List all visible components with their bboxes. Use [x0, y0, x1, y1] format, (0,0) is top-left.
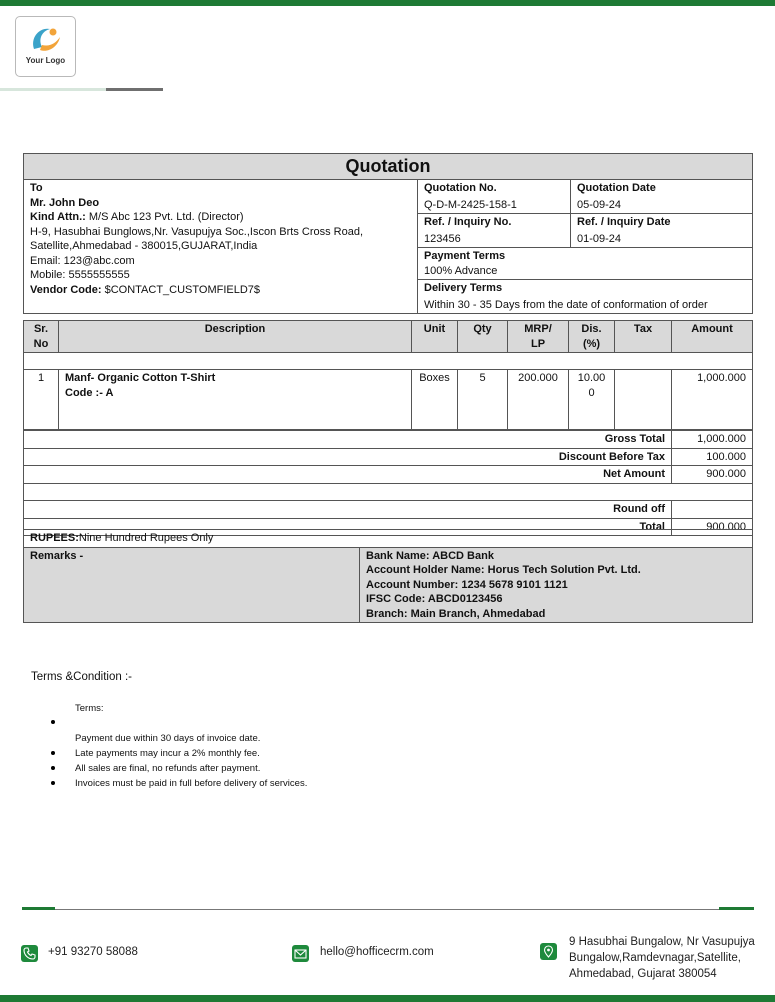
gross-total-label: Gross Total [24, 431, 672, 449]
bottom-accent-bar [0, 995, 775, 1002]
payment-terms [418, 248, 753, 280]
gross-total-row [24, 431, 753, 449]
col-tax: Tax [615, 321, 672, 353]
round-off-label: Round off [24, 501, 672, 519]
item-unit: Boxes [412, 370, 458, 430]
totals-table [23, 430, 753, 536]
terms-subtitle: Terms: [75, 703, 104, 714]
quotation-no: Q-D-M-2425-158-1 [418, 197, 571, 214]
address-line-1: H-9, Hasubhai Bunglows,Nr. Vasupujya Soc.,Iscon Brts Cross Road, [30, 225, 364, 238]
col-description: Description [59, 321, 412, 353]
item-sr: 1 [24, 370, 59, 430]
item-name: Manf- Organic Cotton T-Shirt [65, 372, 216, 384]
account-number: Account Number: 1234 5678 9101 1121 [366, 578, 568, 591]
gross-total: 1,000.000 [672, 431, 753, 449]
delivery-terms-label: Delivery Terms [424, 282, 503, 294]
payment-terms-value: 100% Advance [424, 264, 498, 277]
footer-email[interactable]: hello@hofficecrm.com [320, 946, 434, 958]
spacer-row [24, 483, 753, 501]
grand-total-label: Total [24, 518, 672, 536]
ref-date: 01-09-24 [571, 231, 753, 248]
payment-terms-label: Payment Terms [424, 250, 506, 262]
round-off [672, 501, 753, 519]
ref-no-label: Ref. / Inquiry No. [418, 214, 571, 231]
ref-no: 123456 [418, 231, 571, 248]
top-accent-bar [0, 0, 775, 6]
header-divider-dark [106, 88, 163, 91]
item-qty: 5 [458, 370, 508, 430]
branch: Branch: Main Branch, Ahmedabad [366, 607, 546, 620]
email-icon [292, 945, 309, 962]
list-item: Payment due within 30 days of invoice date. [75, 733, 261, 744]
footer-accent-left [22, 907, 55, 910]
document-title: Quotation [24, 154, 753, 180]
col-amount: Amount [672, 321, 753, 353]
quotation-no-label: Quotation No. [418, 180, 571, 197]
account-holder: Account Holder Name: Horus Tech Solution Pvt. Ltd. [366, 564, 641, 576]
vendor-code: Vendor Code: $CONTACT_CUSTOMFIELD7$ [30, 283, 261, 296]
footer-phone[interactable]: +91 93270 58088 [48, 946, 138, 958]
amount-in-words: RUPEES:Nine Hundred Rupees Only [24, 530, 753, 548]
header-divider-light [0, 88, 106, 91]
delivery-terms-value: Within 30 - 35 Days from the date of conformation of order [418, 297, 753, 314]
list-item: Invoices must be paid in full before delivery of services. [51, 776, 307, 791]
item-mrp: 200.000 [508, 370, 569, 430]
ref-date-label: Ref. / Inquiry Date [571, 214, 753, 231]
col-dis: Dis. (%) [569, 321, 615, 353]
remarks-label: Remarks - [24, 547, 360, 623]
footer-divider [22, 909, 754, 910]
quotation-header-table [23, 153, 753, 314]
recipient-mobile: Mobile: 5555555555 [30, 269, 130, 281]
item-code: Code :- A [65, 386, 114, 399]
net-amount: 900.000 [672, 466, 753, 484]
item-tax [615, 370, 672, 430]
discount-label: Discount Before Tax [24, 448, 672, 466]
recipient-block [24, 180, 418, 314]
line-items-table [23, 320, 753, 430]
grand-total: 900.000 [672, 518, 753, 536]
round-off-row [24, 501, 753, 519]
discount: 100.000 [672, 448, 753, 466]
logo-text: Your Logo [25, 56, 66, 65]
ifsc-code: IFSC Code: ABCD0123456 [366, 593, 503, 605]
recipient-name: Mr. John Deo [30, 196, 100, 209]
quotation-date: 05-09-24 [571, 197, 753, 214]
table-row [24, 370, 753, 430]
item-description [59, 370, 412, 430]
col-unit: Unit [412, 321, 458, 353]
discount-row [24, 448, 753, 466]
bank-details [360, 547, 753, 623]
net-amount-row [24, 466, 753, 484]
logo-mark-icon [26, 23, 66, 55]
col-qty: Qty [458, 321, 508, 353]
bank-name: Bank Name: ABCD Bank [366, 549, 494, 562]
address-line-2: Satellite,Ahmedabad - 380015,GUJARAT,India [30, 240, 258, 252]
column-header-row [24, 321, 753, 353]
quotation-date-label: Quotation Date [571, 180, 753, 197]
list-item: Late payments may incur a 2% monthly fee. [51, 746, 307, 761]
kind-attn: Kind Attn.: M/S Abc 123 Pvt. Ltd. (Director) [30, 211, 244, 223]
col-sr: Sr. No [24, 321, 59, 353]
terms-list [51, 715, 307, 791]
terms-title: Terms &Condition :- [31, 671, 132, 683]
list-item [51, 715, 307, 731]
net-amount-label: Net Amount [24, 466, 672, 484]
footer-address: 9 Hasubhai Bungalow, Nr Vasupujya Bungalow,Ramdevnagar,Satellite, Ahmedabad, Gujarat 380054 [569, 936, 755, 980]
item-amount: 1,000.000 [672, 370, 753, 430]
spacer-row [24, 353, 753, 370]
recipient-email: Email: 123@abc.com [30, 254, 135, 267]
footer-accent-right [719, 907, 754, 910]
payment-info-table [23, 529, 753, 623]
list-item: All sales are final, no refunds after payment. [51, 761, 307, 776]
col-mrp: MRP/ LP [508, 321, 569, 353]
delivery-terms [418, 280, 753, 297]
item-dis: 10.00 0 [569, 370, 615, 430]
company-logo [15, 16, 76, 77]
phone-icon [21, 945, 38, 962]
to-label: To [30, 182, 43, 194]
location-icon [540, 943, 557, 960]
